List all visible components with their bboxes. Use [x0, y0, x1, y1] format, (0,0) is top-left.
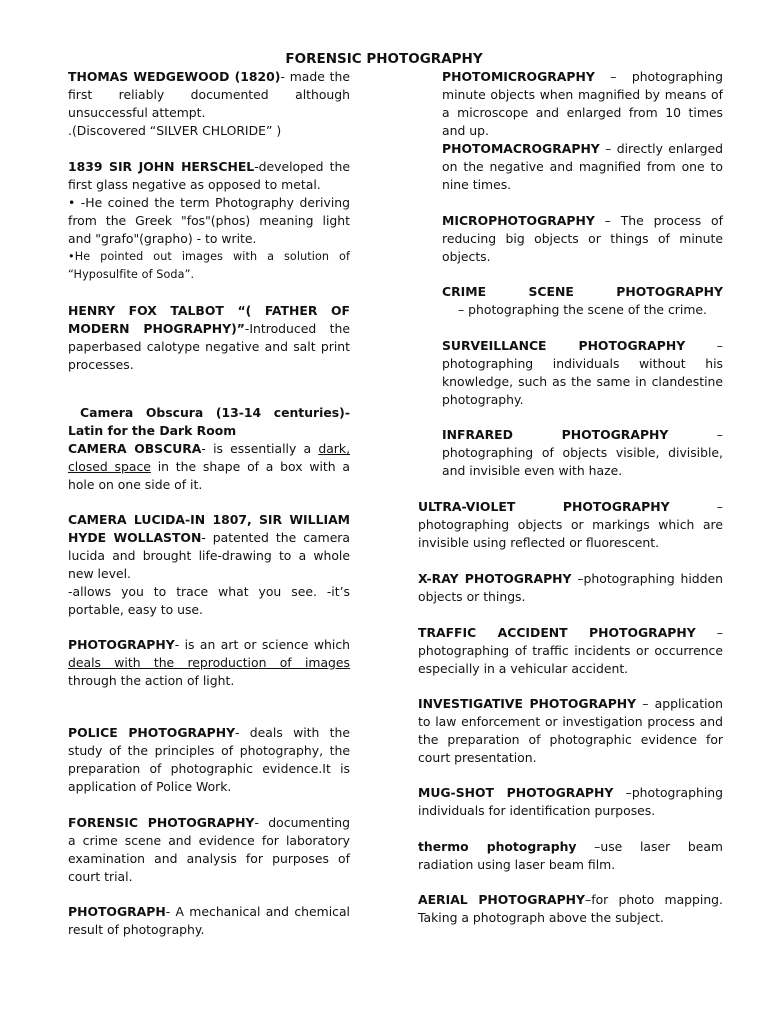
entry-text: – photographing the scene of the crime.	[458, 302, 707, 317]
entry-heading: PHOTOMACROGRAPHY	[442, 141, 600, 156]
entry-talbot	[68, 302, 350, 374]
entry-underline: deals with the reproduction of images	[68, 655, 350, 670]
entry-text: - is an art or science which	[174, 637, 350, 652]
entry-text: – photographing of objects visible, divisible, and invisible even with haze.	[442, 427, 724, 478]
entry-text: –photographing individuals for identification purposes.	[418, 785, 723, 818]
entry-heading: X-RAY PHOTOGRAPHY	[418, 571, 572, 586]
entry-photograph	[68, 903, 350, 939]
entry-text: – photographing minute objects when magnified by means of a microscope and enlarged from 10 times and up.	[442, 69, 723, 138]
entry-text: - made the first reliably documented although unsuccessful attempt.	[68, 69, 350, 120]
page-title: FORENSIC PHOTOGRAPHY	[285, 51, 483, 67]
entry-heading: TRAFFIC ACCIDENT PHOTOGRAPHY	[418, 625, 696, 640]
entry-bullet: •He pointed out images with a solution of “Hyposulfite of Soda”.	[68, 250, 350, 281]
entry-camera-lucida	[68, 511, 350, 619]
entry-heading: AERIAL PHOTOGRAPHY	[418, 892, 586, 907]
entry-underline: dark, closed space	[68, 441, 351, 474]
entry-text: -developed the first glass negative as opposed to metal.	[68, 159, 350, 192]
entry-crime-scene-photography	[442, 283, 723, 319]
entry-heading: MUG-SHOT PHOTOGRAPHY	[418, 785, 614, 800]
entry-heading: thermo photography	[418, 839, 577, 854]
entry-text: – The process of reducing big objects or things of minute objects.	[442, 213, 723, 264]
entry-text: - A mechanical and chemical result of photography.	[68, 904, 350, 937]
entry-wedgewood	[68, 68, 350, 140]
entry-photomacrography	[442, 140, 723, 194]
entry-heading: PHOTOMICROGRAPHY	[442, 69, 595, 84]
entry-police-photography	[68, 724, 350, 796]
entry-text: – photographing objects or markings which are invisible using reflected or fluorescent.	[418, 499, 724, 550]
entry-note: .(Discovered “SILVER CHLORIDE” )	[68, 123, 282, 138]
entry-text: –for photo mapping. Taking a photograph above the subject.	[418, 892, 723, 925]
entry-heading: CRIME SCENE PHOTOGRAPHY	[442, 284, 723, 299]
entry-text: –use laser beam radiation using laser beam film.	[418, 839, 723, 872]
entry-heading: ULTRA-VIOLET PHOTOGRAPHY	[418, 499, 670, 514]
entry-heading: MICROPHOTOGRAPHY	[442, 213, 595, 228]
entry-text: – directly enlarged on the negative and magnified from one to nine times.	[442, 141, 723, 192]
entry-forensic-photography	[68, 814, 350, 886]
entry-heading: INVESTIGATIVE PHOTOGRAPHY	[418, 696, 637, 711]
entry-text: – photographing of traffic incidents or occurrence especially in a vehicular accident.	[418, 625, 723, 676]
entry-text: through the action of light.	[68, 673, 235, 688]
entry-mugshot-photography	[418, 784, 723, 820]
entry-thermo-photography	[418, 838, 723, 874]
entry-investigative-photography	[418, 695, 723, 767]
entry-traffic-accident-photography	[418, 624, 723, 678]
entry-text: in the shape of a box with a hole on one side of it.	[68, 459, 351, 492]
entry-surveillance-photography	[442, 337, 723, 409]
entry-camera-obscura-title	[68, 404, 350, 440]
entry-heading: POLICE PHOTOGRAPHY	[68, 725, 236, 740]
entry-text: -Introduced the paperbased calotype negative and salt print processes.	[68, 321, 351, 372]
entry-heading: INFRARED PHOTOGRAPHY	[442, 427, 669, 442]
entry-heading: Camera Obscura (13-14 centuries)- Latin for the Dark Room	[68, 405, 350, 438]
entry-ultraviolet-photography	[418, 498, 723, 552]
entry-heading: PHOTOGRAPHY	[68, 637, 175, 652]
entry-heading: HENRY FOX TALBOT “( FATHER OF MODERN PHOGRAPHY)”	[68, 303, 350, 336]
entry-bullet: • -He coined the term Photography deriving from the Greek "fos"(phos) meaning light and "grafo"(grapho) - to write.	[68, 195, 350, 246]
entry-heading: CAMERA LUCIDA-IN 1807, SIR WILLIAM HYDE WOLLASTON	[68, 512, 350, 545]
entry-microphotography	[442, 212, 723, 266]
entry-heading: FORENSIC PHOTOGRAPHY	[68, 815, 255, 830]
entry-note: -allows you to trace what you see. -it’s portable, easy to use.	[68, 584, 350, 617]
entry-text: – application to law enforcement or investigation process and the preparation of photographic evidence for court presentation.	[418, 696, 723, 765]
entry-text: –photographing hidden objects or things.	[418, 571, 724, 604]
entry-text: – photographing individuals without his knowledge, such as the same in clandestine photography.	[442, 338, 723, 407]
entry-text: - patented the camera lucida and brought life-drawing to a whole new level.	[68, 530, 350, 581]
entry-heading: CAMERA OBSCURA	[68, 441, 202, 456]
entry-text: - deals with the study of the principles of photography, the preparation of photographic evidence.It is application of Police Work.	[68, 725, 351, 794]
entry-text: - documenting a crime scene and evidence for laboratory examination and analysis for purposes of court trial.	[68, 815, 350, 884]
entry-heading: PHOTOGRAPH	[68, 904, 166, 919]
entry-herschel	[68, 158, 350, 284]
entry-camera-obscura	[68, 440, 350, 494]
entry-photography	[68, 636, 350, 690]
entry-infrared-photography	[442, 426, 723, 480]
entry-aerial-photography	[418, 891, 723, 927]
entry-text: - is essentially a	[201, 441, 319, 456]
entry-heading: THOMAS WEDGEWOOD (1820)	[68, 69, 281, 84]
entry-photomicrography	[442, 68, 723, 140]
entry-heading: SURVEILLANCE PHOTOGRAPHY	[442, 338, 686, 353]
entry-heading: 1839 SIR JOHN HERSCHEL	[68, 159, 255, 174]
entry-xray-photography	[418, 570, 723, 606]
